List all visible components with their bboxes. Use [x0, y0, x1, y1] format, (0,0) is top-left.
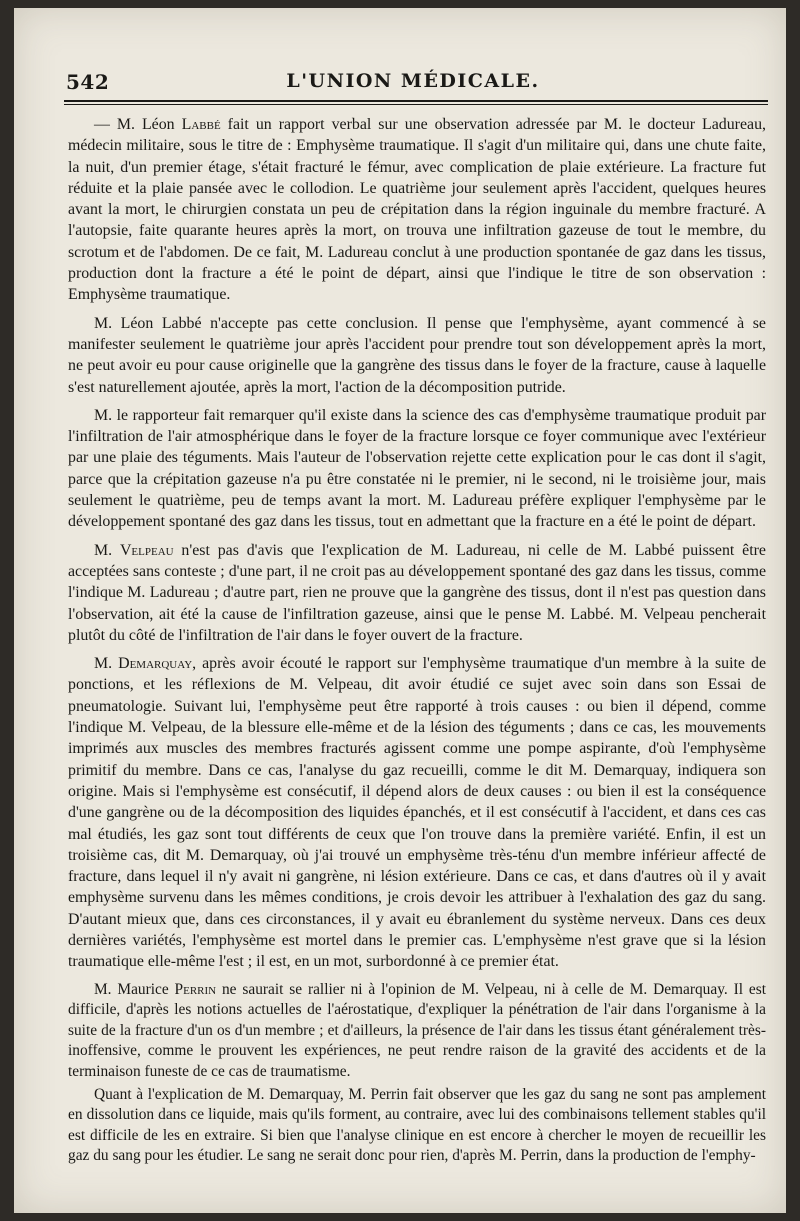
paragraph-perrin-blood-gases: Quant à l'explication de M. Demarquay, M. Perrin fait observer que les gaz du sang ne sont pas amplement en dissolution dans ce liquide, mais qu'ils forment, au contraire, avec lui des combinaisons tellement stables qu'il est difficile de les en extraire. Si bien que l'analyse clinique en est encore à chercher le moyen de recueillir les gaz du sang pour les étudier. Le sang ne serait donc pour rien, d'après M. Perrin, dans la production de l'emphy-	[68, 1085, 766, 1165]
speaker-name: Velpeau	[119, 541, 174, 559]
paragraph-rapporteur: M. le rapporteur fait remarquer qu'il existe dans la science des cas d'emphysème traumatique produit par l'infiltration de l'air atmosphérique dans le foyer de la fracture lorsque ce foyer communique avec l'extérieur par une plaie des téguments. Mais l'auteur de l'observation rejette cette explication pour le cas dont il s'agit, parce que la crépitation gazeuse n'a pu être constatée ni le premier, ni le second, ni le troisième jour, mais seulement le quatrième, peu de temps avant la mort. M. Ladureau préfère expliquer l'emphysème par le développement spontané des gaz dans les tissus, tout en admettant que la fracture en a été le point de départ.	[68, 406, 766, 531]
speaker-name: Perrin	[174, 980, 217, 998]
paragraph-labbe-report: — M. Léon Labbé fait un rapport verbal sur une observation adressée par M. le docteur Ladureau, médecin militaire, sous le titre de : Emphysème traumatique. Il s'agit d'un militaire qui, dans une chute faite, la nuit, d'un premier étage, s'était fracturé le fémur, avec complication de plaie extérieure. La fracture fut réduite et la plaie pansée avec le collodion. Le quatrième jour seulement après l'accident, quelques heures avant la mort, le chirurgien constata un peu de crépitation dans la région inguinale du membre fracturé. A l'autopsie, faite quarante heures après la mort, on trouva une infiltration gazeuse de tout le membre, du scrotum et de l'abdomen. De ce fait, M. Ladureau conclut à une production spontanée de gaz dans les tissus, production dont la fracture a été le point de départ, ainsi que l'indique le titre de son observation : Emphysème traumatique.	[68, 116, 766, 304]
header-rule-thin	[64, 104, 768, 105]
speaker-name: Demarquay	[118, 655, 193, 673]
header-rule	[64, 100, 768, 102]
page-number: 542	[66, 70, 110, 94]
paragraph-demarquay: M. Demarquay, après avoir écouté le rapport sur l'emphysème traumatique d'un membre à la suite de ponctions, et les réflexions de M. Velpeau, dit avoir étudié ce sujet avec soin dans son Essai de pneumatologie. Suivant lui, l'emphysème peut être rapporté à trois causes : ou bien il dépend, comme l'indique M. Velpeau, de la blessure elle-même et de la lésion des téguments ; dans ce cas, les mouvements imprimés aux muscles des membres fracturés agissent comme une pompe aspirante, d'où l'emphysème primitif du membre. Dans ce cas, l'analyse du gaz recueilli, comme le dit M. Demarquay, indiquera son origine. Mais si l'emphysème est consécutif, il dépend alors de deux causes : ou bien il est la conséquence d'une gangrène ou de la décomposition des liquides épanchés, et il est consécutif à l'accident, et dans ces cas mal étudiés, les gaz sont tout différents de ceux que l'on trouve dans la première variété. Enfin, il est un troisième cas, dit M. Demarquay, où j'ai trouvé un emphysème très-ténu d'un membre inférieur affecté de fracture, dans lequel il n'y avait ni gangrène, ni lésion extérieure. Dans ce cas, et dans d'autres où il y avait emphysème survenu dans les mêmes conditions, je crois devoir les attribuer à l'exhalation des gaz du sang. D'autant mieux que, dans ces circonstances, il y avait eu ébranlement du système nerveux. Dans ces deux dernières variétés, l'emphysème est mortel dans le premier cas. L'emphysème n'est grave que si la lésion traumatique elle-même l'est ; il est, en un mot, surbordonné à ce premier état.	[68, 655, 766, 971]
page-header	[58, 68, 768, 96]
speaker-name: Labbé	[181, 116, 221, 133]
paragraph-velpeau: M. Velpeau n'est pas d'avis que l'explication de M. Ladureau, ni celle de M. Labbé puissent être acceptées sans conteste ; d'une part, il ne croit pas au développement spontané des gaz dans les tissus, comme l'indique M. Ladureau ; d'autre part, rien ne prouve que la gangrène des tissus, dont il n'est pas question dans l'observation, ait été la cause de l'infiltration gazeuse, ainsi que le pense M. Labbé. M. Velpeau pencherait plutôt du côté de l'infiltration de l'air dans le foyer ouvert de la fracture.	[68, 541, 766, 644]
body-text	[68, 114, 766, 1169]
running-title: L'UNION MÉDICALE.	[286, 70, 540, 92]
document-page	[14, 8, 786, 1213]
paragraph-perrin: M. Maurice Perrin ne saurait se rallier ni à l'opinion de M. Velpeau, ni à celle de M. Demarquay. Il est difficile, d'après les notions actuelles de l'aérostatique, d'expliquer la pénétration de l'air dans l'organisme à la suite de la fracture d'un os d'un membre ; et d'ailleurs, la présence de l'air dans les tissus étant généralement très-inoffensive, comme le prouvent les expériences, ne peut rendre raison de la gravité des accidents et de la terminaison funeste de ce cas de traumatisme.	[68, 980, 766, 1080]
paragraph-labbe-conclusion: M. Léon Labbé n'accepte pas cette conclusion. Il pense que l'emphysème, ayant commencé à se manifester seulement le quatrième jour après l'accident pour prendre tout son développement après la mort, ne peut avoir eu pour cause originelle que la gangrène des tissus dans le foyer de la fracture, cause à laquelle s'est naturellement ajoutée, après la mort, l'action de la décomposition putride.	[68, 314, 766, 396]
